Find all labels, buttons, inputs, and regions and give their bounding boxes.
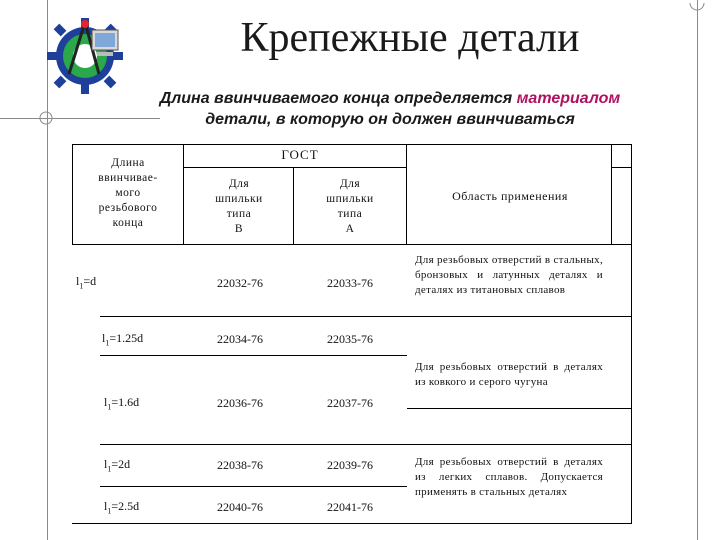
length-rest: =1.25d <box>109 331 144 345</box>
table-line <box>407 408 632 409</box>
table-line <box>183 167 406 168</box>
length-subscript: 1 <box>107 402 112 412</box>
length-base: l <box>76 274 80 288</box>
column-header-type-a <box>300 177 400 237</box>
row-gost-type-b: 22040-76 <box>217 500 263 514</box>
row-gost-type-a: 22039-76 <box>327 458 373 472</box>
row-length-value <box>104 458 130 475</box>
row-gost-type-a: 22033-76 <box>327 276 373 290</box>
header-line: Для <box>228 178 250 190</box>
table-line <box>183 144 184 244</box>
header-line: А <box>345 223 355 235</box>
header-line: резьбового <box>98 202 158 214</box>
header-line: типа <box>226 208 252 220</box>
table-line <box>100 486 407 487</box>
length-subscript: 1 <box>79 281 84 291</box>
table-line <box>631 144 632 524</box>
row-gost-type-a: 22035-76 <box>327 332 373 346</box>
subtitle-text-end: детали, в которую он должен ввинчиваться <box>205 111 575 128</box>
application-note: Для резьбовых отверстий в стальных, бронзовых и латунных деталях и деталях из титановых сплавов <box>415 254 603 296</box>
application-note: Для резьбовых отверстий в деталях из ковкого и серого чугуна <box>415 361 603 388</box>
length-base: l <box>104 457 108 471</box>
table-line <box>611 144 612 244</box>
table-line <box>72 244 632 245</box>
table-line <box>406 144 407 244</box>
frame-line-right <box>697 0 698 540</box>
row-gost-type-b: 22038-76 <box>217 458 263 472</box>
column-header-application: Область применения <box>452 189 568 203</box>
header-line: В <box>234 223 244 235</box>
table-line <box>72 523 632 524</box>
length-base: l <box>104 499 108 513</box>
header-line: конца <box>112 217 144 229</box>
crosshair-icon <box>36 108 56 128</box>
column-header-gost: ГОСТ <box>281 147 319 162</box>
row-gost-type-b: 22032-76 <box>217 276 263 290</box>
header-line: Для <box>339 178 361 190</box>
length-base: l <box>104 395 108 409</box>
row-length-value <box>102 332 143 349</box>
row-gost-type-b: 22034-76 <box>217 332 263 346</box>
column-header-type-b <box>190 177 288 237</box>
table-line <box>100 444 632 445</box>
subtitle <box>110 88 670 130</box>
length-rest: =2.5d <box>111 499 140 513</box>
table-line <box>293 167 294 244</box>
length-subscript: 1 <box>107 506 112 516</box>
table-line <box>72 144 73 244</box>
application-note: Для резьбовых отверстий в деталях из легких сплавов. Допускается применять в стальных деталях <box>415 456 603 498</box>
length-base: l <box>102 331 106 345</box>
corner-mark-icon <box>688 0 706 12</box>
length-rest: =d <box>83 274 97 288</box>
subtitle-text-start: Длина ввинчиваемого конца определяется <box>159 90 517 107</box>
column-header-length <box>80 156 176 231</box>
table-line <box>100 316 632 317</box>
header-line: ввинчивае- <box>98 172 158 184</box>
subtitle-accent-word: материалом <box>516 90 621 107</box>
length-rest: =1.6d <box>111 395 140 409</box>
header-line: шпильки <box>326 193 374 205</box>
row-length-value <box>76 275 96 292</box>
header-line: типа <box>337 208 363 220</box>
compass-gear-computer-logo <box>45 16 125 96</box>
header-line: мого <box>115 187 141 199</box>
header-line: Длина <box>111 157 145 169</box>
length-subscript: 1 <box>105 338 110 348</box>
table-line <box>611 167 632 168</box>
header-line: шпильки <box>215 193 263 205</box>
row-length-value <box>104 396 139 413</box>
row-length-value <box>104 500 139 517</box>
row-gost-type-b: 22036-76 <box>217 396 263 410</box>
length-subscript: 1 <box>107 464 112 474</box>
length-rest: =2d <box>111 457 131 471</box>
row-gost-type-a: 22041-76 <box>327 500 373 514</box>
table-line <box>72 144 631 145</box>
table-line <box>100 355 407 356</box>
page-title: Крепежные детали <box>240 15 580 61</box>
row-gost-type-a: 22037-76 <box>327 396 373 410</box>
